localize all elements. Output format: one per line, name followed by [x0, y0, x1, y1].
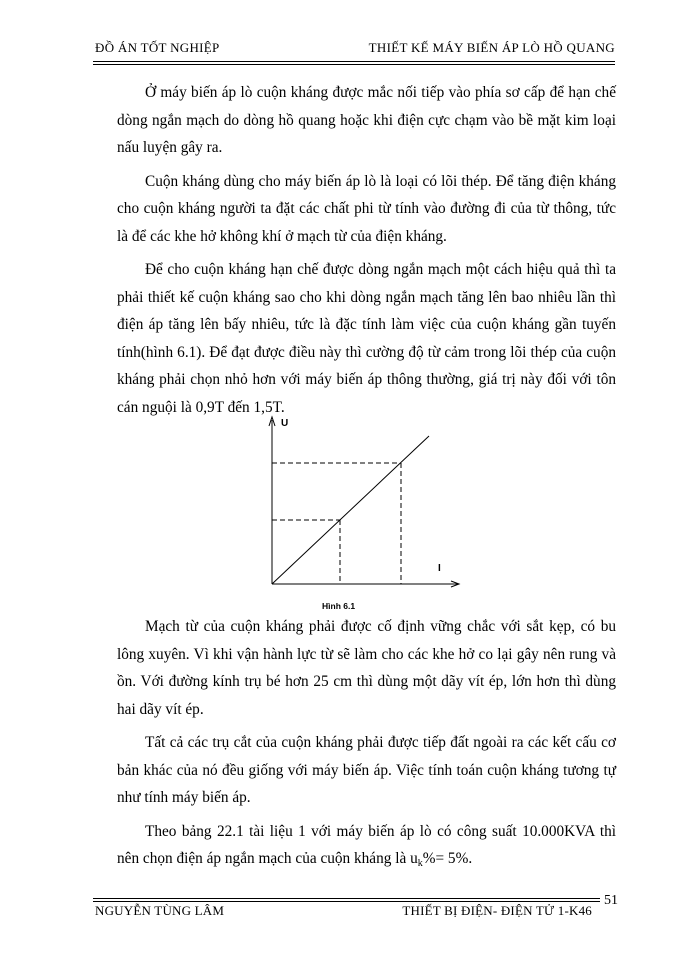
page-header	[95, 40, 615, 60]
header-divider-bottom	[93, 64, 615, 65]
footer-divider-top	[93, 898, 600, 899]
paragraph-6-value: %= 5%.	[422, 850, 473, 867]
footer-author: NGUYỄN TÙNG LÂM	[95, 903, 225, 918]
body-text-lower	[117, 613, 616, 879]
paragraph-4: Mạch từ của cuộn kháng phải được cố định vững chắc với sắt kẹp, có bu lông xuyên. Vì khi vận hành lực từ sẽ làm cho các khe hở co lại gây nên rung và ồn. Với đường kính trụ bé hơn 25 cm thì dùng một dãy vít ép, lớn hơn thì dùng hai dãy vít ép.	[117, 618, 616, 718]
paragraph-6	[117, 818, 616, 873]
footer-divider-bottom	[93, 901, 600, 902]
header-right-title: THIẾT KẾ MÁY BIẾN ÁP LÒ HỒ QUANG	[368, 40, 615, 55]
ui-characteristic-diagram	[262, 412, 462, 602]
paragraph-3: Để cho cuộn kháng hạn chế được dòng ngắn mạch một cách hiệu quả thì ta phải thiết kế cuộn kháng sao cho khi dòng ngắn mạch tăng lên bao nhiêu lần thì điện áp tăng lên bấy nhiêu, tức là đặc tính làm việc của cuộn kháng gần tuyến tính(hình 6.1). Để đạt được điều này thì cường độ từ cảm trong lõi thép của cuộn kháng phải chọn nhỏ hơn với máy biến áp thông thường, giá trị này đối với tôn cán nguội là 0,9T đến 1,5T.	[117, 261, 616, 416]
footer-department: THIẾT BỊ ĐIỆN- ĐIỆN TỬ 1-K46	[402, 903, 592, 918]
figure-caption: Hình 6.1	[322, 601, 356, 611]
y-axis-label: U	[281, 418, 289, 429]
page-number: 51	[604, 893, 618, 908]
figure-6-1	[262, 412, 462, 617]
subscript-k: k	[417, 858, 423, 869]
characteristic-line	[272, 436, 429, 584]
x-axis-label: I	[438, 563, 441, 574]
body-text-upper	[117, 79, 616, 427]
page-footer	[95, 903, 600, 923]
header-divider-top	[93, 61, 615, 62]
paragraph-6-text: Theo bảng 22.1 tài liệu 1 với máy biến áp lò có công suất 10.000KVA thì nên chọn điện áp ngắn mạch của cuộn kháng là u	[117, 822, 616, 867]
paragraph-1: Ở máy biến áp lò cuộn kháng được mắc nối tiếp vào phía sơ cấp để hạn chế dòng ngắn mạch do dòng hồ quang hoặc khi điện cực chạm vào bề mặt kim loại nấu luyện gây ra.	[117, 84, 616, 156]
header-left-title: ĐỒ ÁN TỐT NGHIỆP	[95, 40, 220, 55]
paragraph-5: Tất cả các trụ cắt của cuộn kháng phải được tiếp đất ngoài ra các kết cấu cơ bản khác của nó đều giống với máy biến áp. Việc tính toán cuộn kháng tương tự như tính máy biến áp.	[117, 734, 616, 806]
paragraph-2: Cuộn kháng dùng cho máy biến áp lò là loại có lõi thép. Để tăng điện kháng cho cuộn kháng người ta đặt các chất phi từ tính vào đường đi của từ thông, tức là để các khe hở không khí ở mạch từ của điện kháng.	[117, 172, 616, 245]
